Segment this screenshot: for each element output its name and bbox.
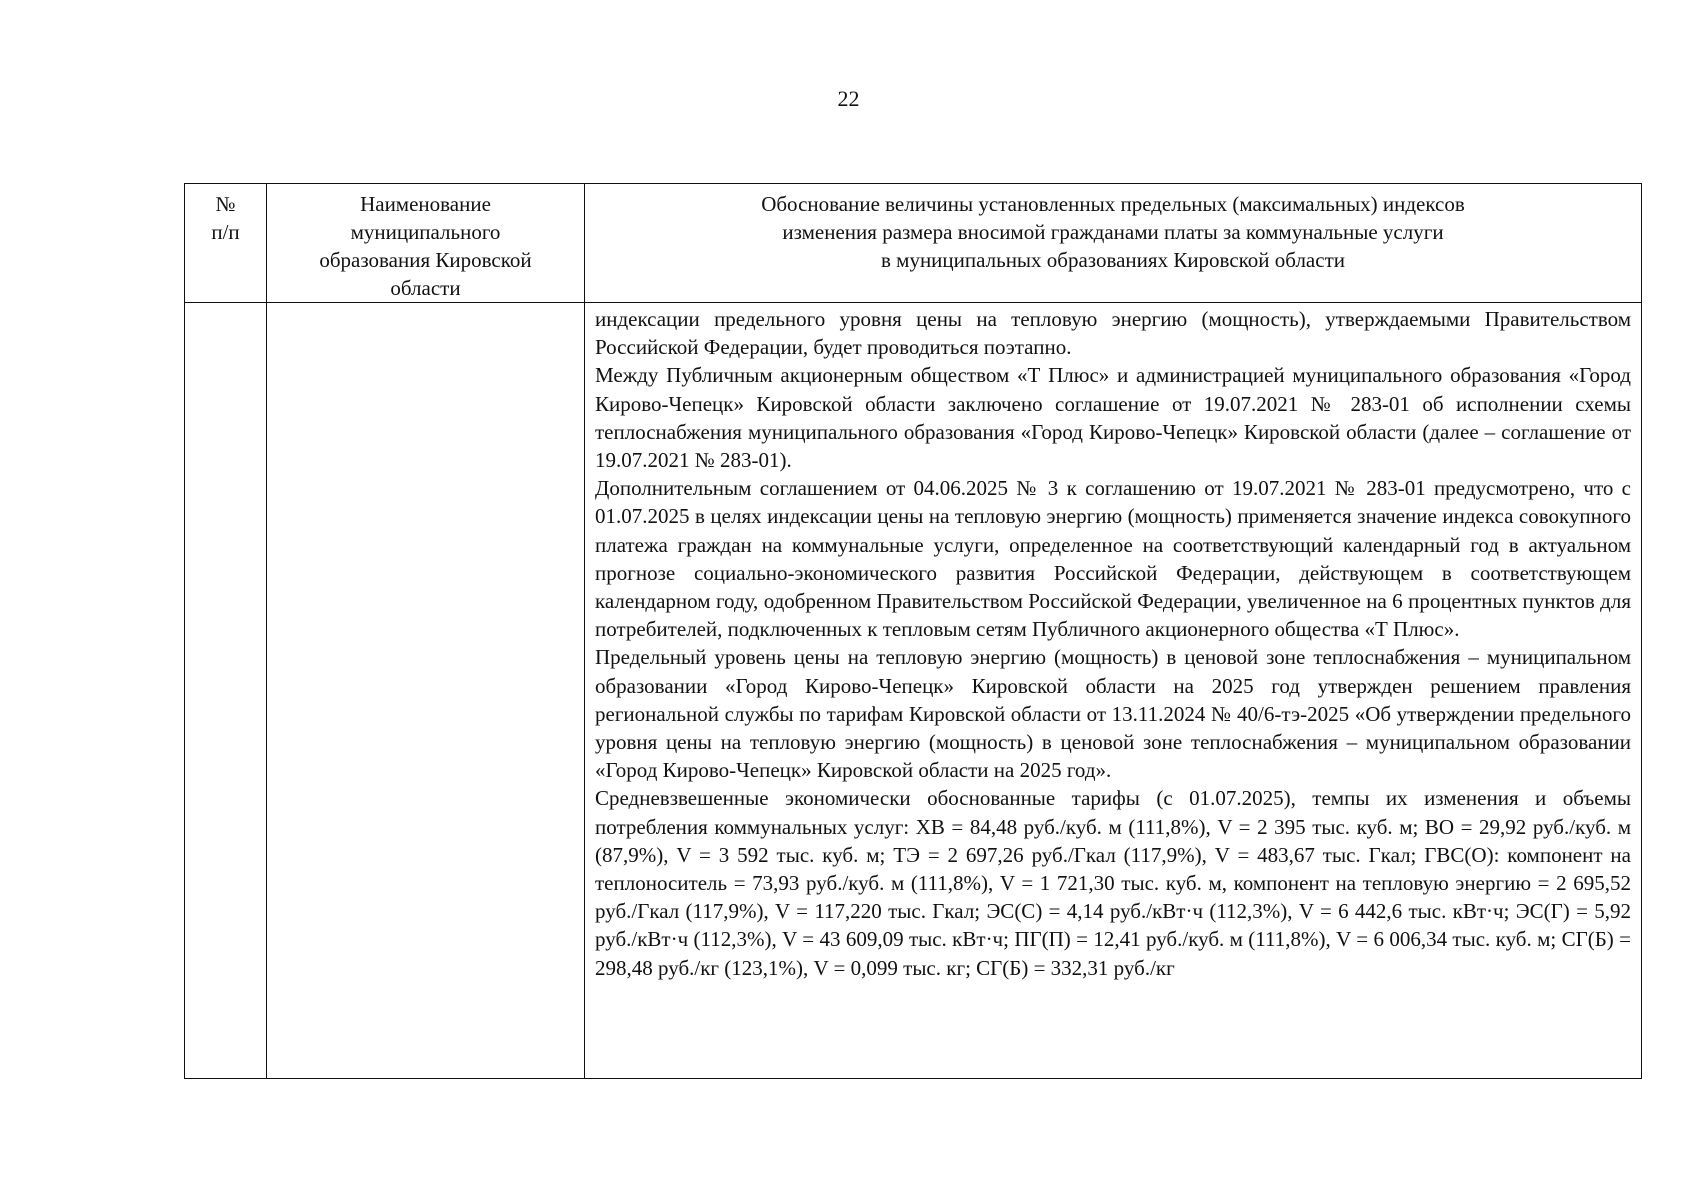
table-row: [185, 303, 1642, 1079]
paragraph: Между Публичным акционерным обществом «Т Плюс» и администрацией муниципального образования «Город Кирово-Чепецк» Кировской области заключено соглашение от 19.07.2021 № 283-01 об исполнении схемы теплоснабжения муниципального образования «Город Кирово-Чепецк» Кировской области (далее – соглашение от 19.07.2021 № 283-01).: [595, 363, 1631, 473]
page-number: 22: [837, 86, 860, 111]
paragraph: Дополнительным соглашением от 04.06.2025 № 3 к соглашению от 19.07.2021 № 283-01 предусмотрено, что с 01.07.2025 в целях индексации цены на тепловую энергию (мощность) применяется значение индекса совокупного платежа граждан на коммунальные услуги, определенное на соответствующий календарный год в актуальном прогнозе социально-экономического развития Российской Федерации, действующем в соответствующем календарном году, одобренном Правительством Российской Федерации, увеличенное на 6 процентных пунктов для потребителей, подключенных к тепловым сетям Публичного акционерного общества «Т Плюс».: [595, 476, 1631, 642]
header-justification: [585, 184, 1642, 303]
table-header-row: [185, 184, 1642, 303]
cell-municipality: [267, 303, 585, 1079]
header-number: [185, 184, 267, 303]
header-justification-line: в муниципальных образованиях Кировской области: [880, 248, 1345, 272]
header-number-line: п/п: [211, 220, 240, 244]
paragraph: индексации предельного уровня цены на тепловую энергию (мощность), утверждаемыми Правительством Российской Федерации, будет проводиться поэтапно.: [595, 307, 1631, 360]
header-municipality: [267, 184, 585, 303]
header-municipality-line: образования Кировской: [319, 248, 532, 272]
cell-number: [185, 303, 267, 1079]
justification-table: [184, 183, 1642, 1079]
header-municipality-line: области: [390, 276, 461, 300]
header-municipality-line: муниципального: [350, 220, 501, 244]
cell-justification: [585, 303, 1642, 1079]
header-justification-line: изменения размера вносимой гражданами платы за коммунальные услуги: [782, 220, 1444, 244]
header-number-line: №: [215, 192, 236, 216]
paragraph: Предельный уровень цены на тепловую энергию (мощность) в ценовой зоне теплоснабжения – муниципальном образовании «Город Кирово-Чепецк» Кировской области на 2025 год утвержден решением правления региональной службы по тарифам Кировской области от 13.11.2024 № 40/6-тэ-2025 «Об утверждении предельного уровня цены на тепловую энергию (мощность) в ценовой зоне теплоснабжения – муниципальном образовании «Город Кирово-Чепецк» Кировской области на 2025 год».: [595, 645, 1631, 783]
header-municipality-line: Наименование: [360, 192, 491, 216]
paragraph: Средневзвешенные экономически обоснованные тарифы (с 01.07.2025), темпы их изменения и объемы потребления коммунальных услуг: ХВ = 84,48 руб./куб. м (111,8%), V = 2 395 тыс. куб. м; ВО = 29,92 руб./куб. м (87,9%), V = 3 592 тыс. куб. м; ТЭ = 2 697,26 руб./Гкал (117,9%), V = 483,67 тыс. Гкал; ГВС(О): компонент на теплоноситель = 73,93 руб./куб. м (111,8%), V = 1 721,30 тыс. куб. м, компонент на тепловую энергию = 2 695,52 руб./Гкал (117,9%), V = 117,220 тыс. Гкал; ЭС(С) = 4,14 руб./кВт·ч (112,3%), V = 6 442,6 тыс. кВт·ч; ЭС(Г) = 5,92 руб./кВт·ч (112,3%), V = 43 609,09 тыс. кВт·ч; ПГ(П) = 12,41 руб./куб. м (111,8%), V = 6 006,34 тыс. куб. м; СГ(Б) = 298,48 руб./кг (123,1%), V = 0,099 тыс. кг; СГ(Б) = 332,31 руб./кг: [595, 786, 1631, 980]
header-justification-line: Обоснование величины установленных предельных (максимальных) индексов: [761, 192, 1465, 216]
